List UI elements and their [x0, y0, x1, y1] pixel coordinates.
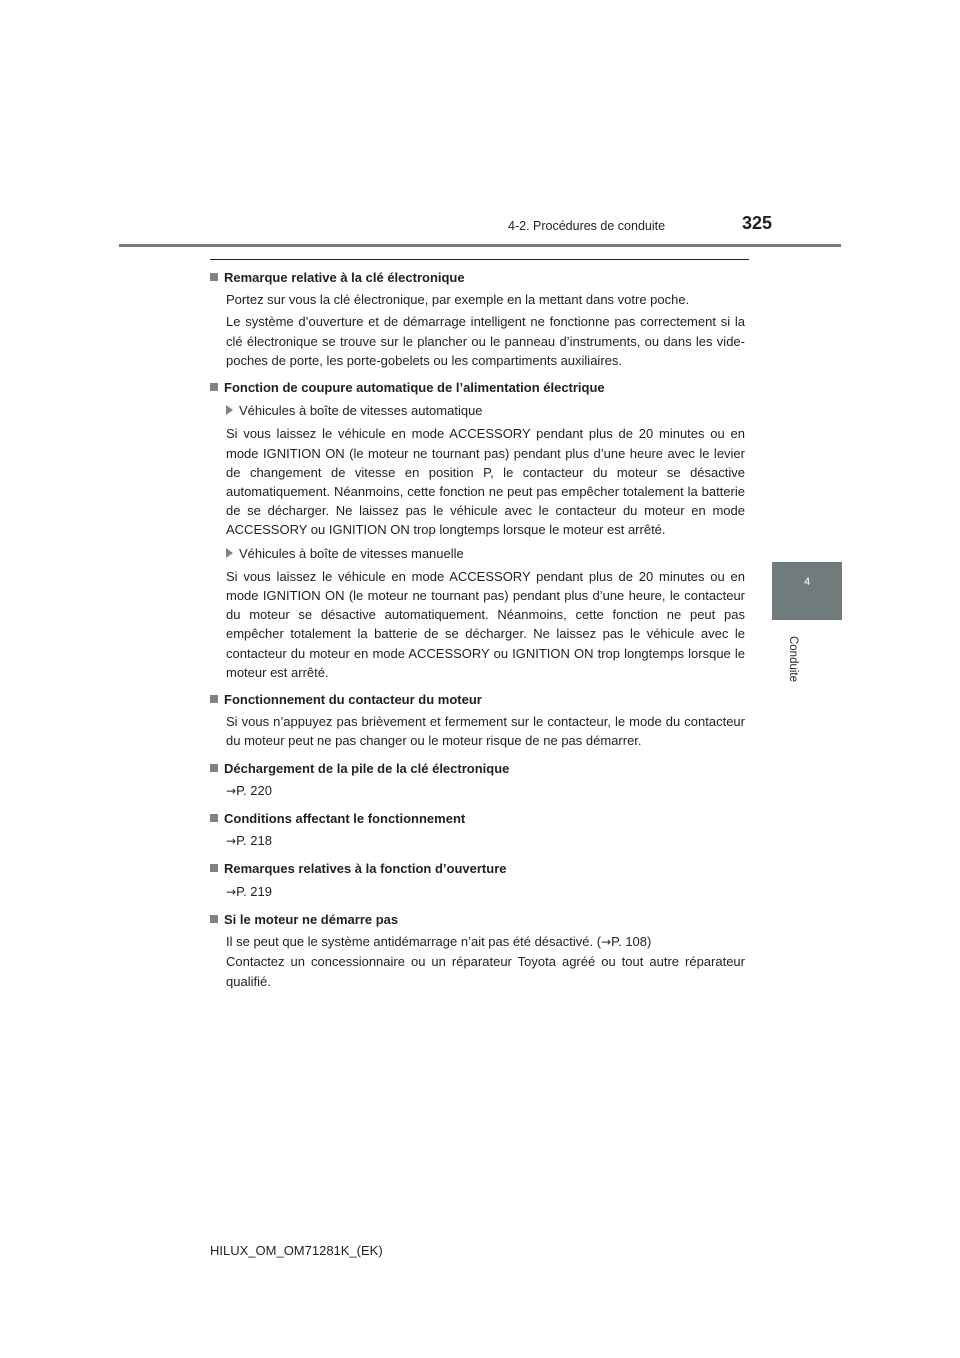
content-body: [210, 268, 745, 994]
section-heading: [210, 268, 745, 287]
square-bullet-icon: [210, 864, 218, 872]
page-reference-text[interactable]: P. 219: [236, 883, 272, 899]
section-pile-cle: [210, 759, 745, 801]
section-heading-text: Remarque relative à la clé électronique: [224, 270, 465, 285]
square-bullet-icon: [210, 383, 218, 391]
section-heading-text: Déchargement de la pile de la clé électronique: [224, 760, 510, 776]
page-reference-text[interactable]: P. 108): [611, 934, 652, 950]
content-divider: [210, 259, 749, 260]
section-heading-text: Remarques relatives à la fonction d’ouverture: [224, 861, 507, 877]
header-section-title: 4-2. Procédures de conduite: [508, 219, 666, 233]
paragraph: Contactez un concessionnaire ou un réparateur Toyota agréé ou tout autre réparateur qualifié.: [226, 954, 745, 989]
section-fonction-ouverture: [210, 859, 745, 901]
page-reference[interactable]: [226, 882, 745, 902]
square-bullet-icon: [210, 273, 218, 281]
section-heading: [210, 809, 745, 828]
sub-heading-manuelle: [226, 544, 745, 563]
square-bullet-icon: [210, 915, 218, 923]
triangle-bullet-icon: [226, 548, 233, 558]
page-number: 325: [742, 213, 773, 233]
section-heading-text: Fonctionnement du contacteur du moteur: [224, 692, 482, 708]
section-conditions: [210, 809, 745, 851]
section-heading: [210, 378, 745, 397]
section-heading: [210, 859, 745, 878]
page-reference[interactable]: [226, 781, 745, 801]
paragraph: Si vous laissez le véhicule en mode ACCESSORY pendant plus de 20 minutes ou en mode IGNITION ON (le moteur ne tournant pas) pendant plus d’une heure, le contacteur du moteur se désactive automatiquement. Néanmoins, cette fonction ne peut pas empêcher totalement la batterie de se décharger. Ne laissez pas le véhicule avec le contacteur du moteur en mode ACCESSORY ou IGNITION ON trop longtemps lorsque le moteur est arrêté.: [226, 568, 745, 680]
sub-heading-text: Véhicules à boîte de vitesses automatique: [239, 403, 483, 419]
header-divider: [119, 244, 841, 247]
section-heading-text: Conditions affectant le fonctionnement: [224, 811, 466, 827]
footer-document-code: HILUX_OM_OM71281K_(EK): [210, 1243, 383, 1258]
square-bullet-icon: [210, 814, 218, 822]
square-bullet-icon: [210, 764, 218, 772]
sub-heading-automatique: [226, 401, 745, 420]
section-heading: [210, 910, 745, 929]
page-reference[interactable]: [226, 831, 745, 851]
arrow-right-icon: →: [226, 783, 237, 798]
paragraph: Si vous laissez le véhicule en mode ACCESSORY pendant plus de 20 minutes ou en mode IGNITION ON (le moteur ne tournant pas) pendant plus d’une heure avec le levier de changement de vitesse en position P, le contacteur du moteur se désactive automatiquement. Néanmoins, cette fonction ne peut pas empêcher totalement la batterie de se décharger. Ne laissez pas le véhicule avec le contacteur du moteur en mode ACCESSORY ou IGNITION ON trop longtemps lorsque le moteur est arrêté.: [226, 426, 745, 538]
section-cle-electronique: [210, 268, 745, 370]
section-heading-text: Fonction de coupure automatique de l’alimentation électrique: [224, 380, 605, 396]
square-bullet-icon: [210, 695, 218, 703]
section-heading-text: Si le moteur ne démarre pas: [224, 911, 399, 927]
chapter-tab-number: 4: [803, 576, 811, 588]
paragraph: Portez sur vous la clé électronique, par exemple en la mettant dans votre poche.: [226, 292, 690, 308]
paragraph: [226, 932, 745, 952]
page-reference-text[interactable]: P. 218: [236, 833, 272, 849]
paragraph: Le système d’ouverture et de démarrage intelligent ne fonctionne pas correctement si la clé électronique se trouve sur le plancher ou le panneau d’instruments, ou dans les vide-poches de porte, les porte-gobelets ou les compartiments auxiliaires.: [226, 314, 745, 368]
section-heading: [210, 759, 745, 778]
paragraph-text: Il se peut que le système antidémarrage n’ait pas été désactivé. (: [226, 934, 602, 950]
triangle-bullet-icon: [226, 405, 233, 415]
page-reference-text[interactable]: P. 220: [236, 782, 272, 798]
chapter-tab-label: Conduite: [787, 635, 799, 683]
arrow-right-icon: →: [601, 935, 612, 950]
section-heading: [210, 690, 745, 709]
arrow-right-icon: →: [226, 834, 237, 849]
chapter-tab[interactable]: [772, 562, 842, 620]
section-moteur-ne-demarre-pas: [210, 910, 745, 991]
section-contacteur-moteur: [210, 690, 745, 751]
paragraph: Si vous n’appuyez pas brièvement et fermement sur le contacteur, le mode du contacteur du moteur peut ne pas changer ou le moteur risque de ne pas démarrer.: [226, 714, 745, 749]
section-coupure-automatique: [210, 378, 745, 682]
sub-heading-text: Véhicules à boîte de vitesses manuelle: [239, 545, 464, 561]
arrow-right-icon: →: [226, 884, 237, 899]
